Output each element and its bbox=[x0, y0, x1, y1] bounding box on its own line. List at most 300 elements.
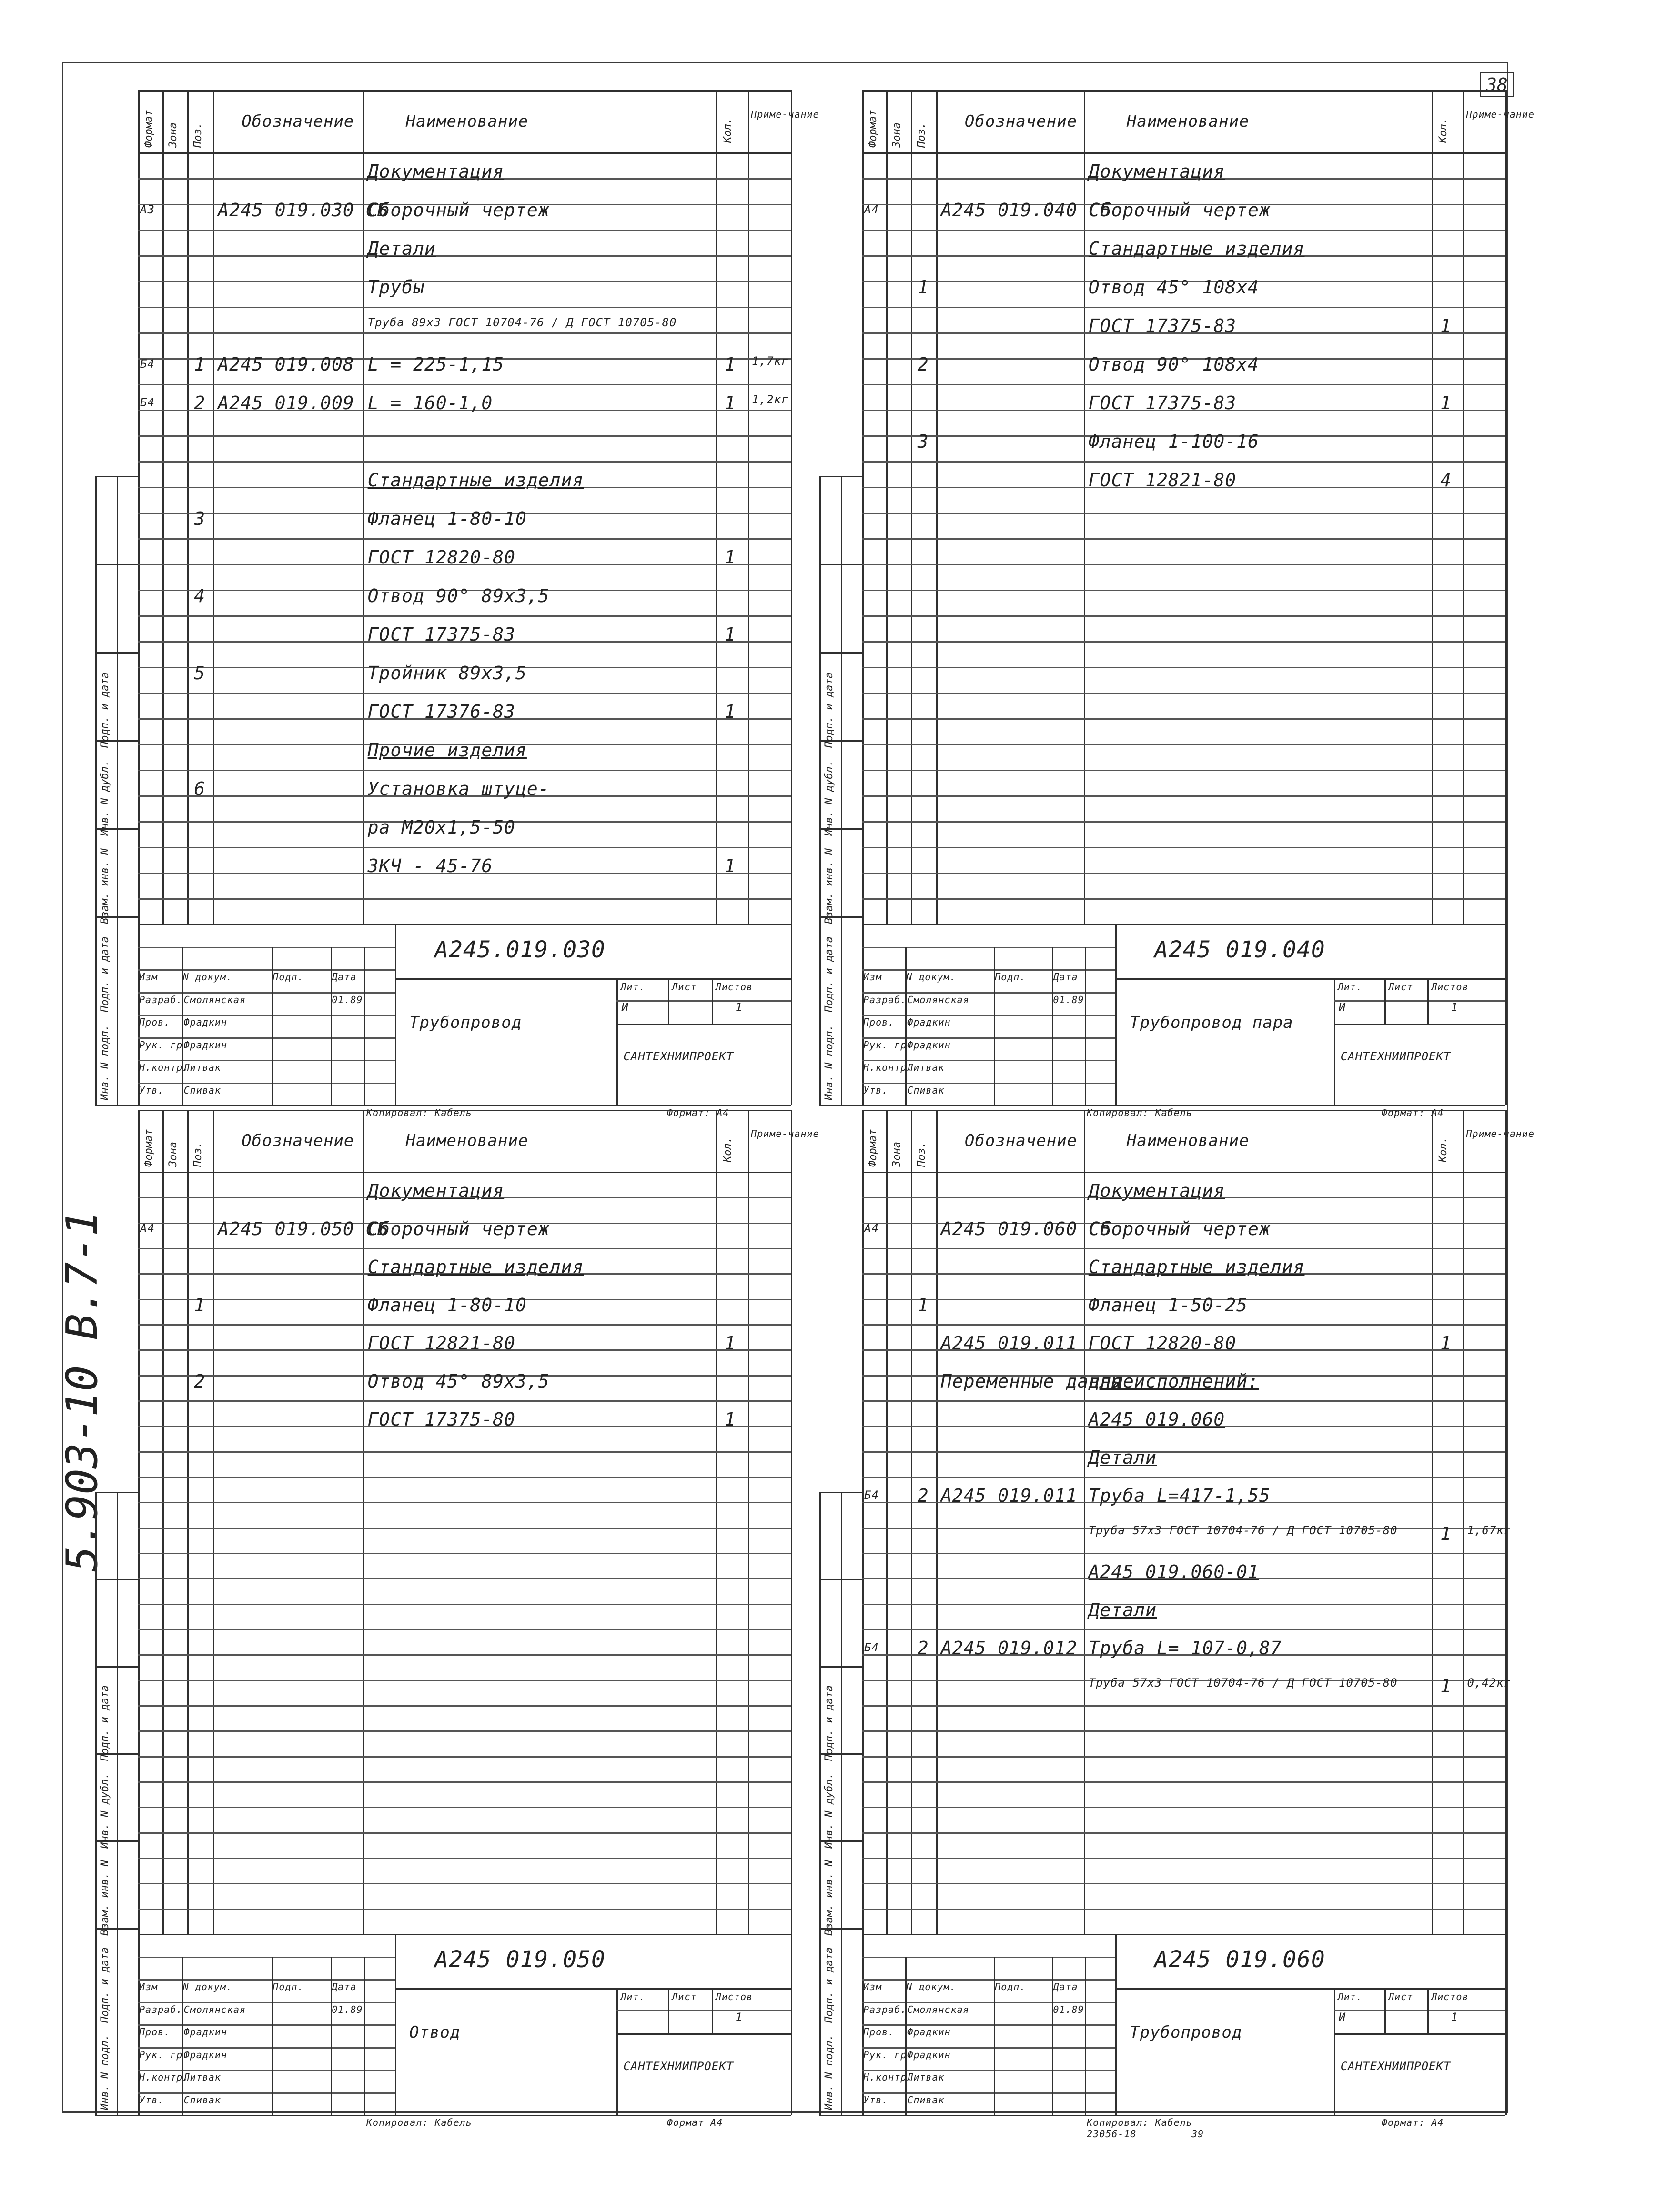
row-name: Тройник 89х3,5 bbox=[367, 663, 527, 684]
grid-line bbox=[862, 1110, 864, 2115]
header-designation: Обозначение bbox=[964, 112, 1078, 131]
side-stamp-label: Инв. N дубл. bbox=[99, 760, 111, 836]
grid-line bbox=[138, 2047, 395, 2049]
row-designation: Переменные данные bbox=[940, 1370, 1134, 1392]
row-position: 2 bbox=[194, 392, 206, 413]
grid-line bbox=[862, 1883, 1505, 1884]
grid-line bbox=[862, 992, 1115, 994]
grid-line bbox=[936, 90, 938, 924]
row-name: Труба L=417-1,55 bbox=[1088, 1485, 1271, 1506]
grid-line bbox=[117, 476, 118, 1105]
grid-line bbox=[187, 1110, 189, 1934]
grid-line bbox=[862, 1979, 1115, 1981]
side-stamp-label: Инв. N подл. bbox=[99, 1025, 111, 1100]
header-format: Формат bbox=[143, 1129, 155, 1167]
grid-line bbox=[862, 924, 1505, 925]
tb-ndoc: N докум. bbox=[182, 971, 232, 983]
grid-line bbox=[862, 1172, 1505, 1173]
tb-organization: САНТЕХНИИПРОЕКТ bbox=[1340, 2060, 1451, 2073]
grid-line bbox=[138, 1553, 791, 1554]
grid-line bbox=[841, 476, 842, 1105]
tb-person: Фрадкин bbox=[183, 1039, 227, 1051]
grid-line bbox=[819, 2115, 862, 2116]
grid-line bbox=[162, 90, 164, 924]
row-name: Трубы bbox=[367, 277, 425, 298]
header-format: Формат bbox=[867, 110, 879, 148]
row-name: Сборочный чертеж bbox=[367, 1218, 550, 1239]
tb-role: Утв. bbox=[863, 1084, 889, 1096]
grid-line bbox=[138, 1604, 791, 1605]
grid-line bbox=[1085, 1957, 1086, 2115]
row-name: Детали bbox=[1088, 1447, 1157, 1468]
grid-line bbox=[95, 652, 138, 654]
grid-line bbox=[117, 1492, 118, 2115]
row-name: Отвод 90° 108х4 bbox=[1088, 354, 1259, 375]
grid-line bbox=[1427, 1988, 1429, 2033]
header-name: Наименование bbox=[405, 112, 529, 131]
grid-line bbox=[1432, 1110, 1433, 1934]
grid-line bbox=[748, 90, 749, 924]
grid-line bbox=[862, 693, 1505, 694]
title-code: А245.019.030 bbox=[434, 936, 606, 964]
row-name: Стандартные изделия bbox=[367, 470, 584, 491]
grid-line bbox=[819, 476, 862, 477]
tb-role: Разраб. bbox=[139, 994, 183, 1005]
row-name: Труба L= 107-0,87 bbox=[1088, 1637, 1282, 1659]
row-name: ГОСТ 17376-83 bbox=[367, 701, 516, 722]
grid-line bbox=[862, 461, 1505, 463]
row-format: Б4 bbox=[140, 396, 155, 409]
grid-line bbox=[862, 564, 1505, 565]
row-quantity: 1 bbox=[724, 1408, 736, 1430]
grid-line bbox=[364, 947, 365, 1106]
row-position: 3 bbox=[194, 508, 206, 529]
side-stamp-label: Взам. инв. N bbox=[823, 848, 835, 925]
tb-izm: Изм bbox=[139, 1981, 158, 1992]
tb-organization: САНТЕХНИИПРОЕКТ bbox=[623, 1050, 734, 1063]
row-quantity: 1 bbox=[1440, 315, 1452, 336]
footer-format: Формат: А4 bbox=[667, 1107, 729, 1118]
header-qty: Кол. bbox=[1437, 118, 1450, 143]
footer-format: Формат: А4 bbox=[1382, 1107, 1444, 1118]
row-quantity: 1 bbox=[724, 624, 736, 645]
tb-date: 01.89 bbox=[332, 2003, 363, 2015]
footer-doc-number: 23056-18 bbox=[1087, 2128, 1137, 2140]
grid-line bbox=[138, 230, 791, 231]
tb-data: Дата bbox=[1053, 1981, 1078, 1992]
tb-listov: Листов bbox=[1431, 981, 1469, 993]
grid-line bbox=[862, 230, 1505, 231]
grid-line bbox=[138, 615, 791, 617]
row-format: Б4 bbox=[864, 1488, 879, 1502]
grid-line bbox=[862, 1832, 1505, 1834]
row-quantity: 1 bbox=[1440, 1675, 1452, 1697]
row-name: Установка штуце- bbox=[367, 778, 550, 799]
grid-line bbox=[1334, 978, 1335, 1105]
row-name: ГОСТ 12820-80 bbox=[1088, 1332, 1237, 1354]
title-name: Отвод bbox=[409, 2023, 461, 2042]
side-stamp-label: Инв. N дубл. bbox=[823, 760, 835, 836]
side-stamp-label: Инв. N дубл. bbox=[823, 1772, 835, 1849]
grid-line bbox=[862, 821, 1505, 823]
row-name: А245 019.060 bbox=[1088, 1408, 1225, 1430]
row-name: ГОСТ 17375-83 bbox=[1088, 392, 1237, 413]
grid-line bbox=[862, 1060, 1115, 1061]
grid-line bbox=[138, 847, 791, 848]
grid-line bbox=[1384, 978, 1386, 1024]
tb-person: Спивак bbox=[183, 1084, 221, 1096]
grid-line bbox=[162, 1110, 164, 1934]
tb-lit-value: И bbox=[621, 1001, 629, 1015]
grid-line bbox=[138, 1477, 791, 1478]
row-position: 5 bbox=[194, 663, 206, 684]
grid-line bbox=[862, 1451, 1505, 1453]
grid-line bbox=[862, 1730, 1505, 1732]
row-name: для исполнений: bbox=[1088, 1370, 1259, 1392]
row-note: 1,67кг bbox=[1467, 1523, 1512, 1537]
tb-listov: Листов bbox=[715, 981, 753, 993]
header-name: Наименование bbox=[1126, 112, 1250, 131]
grid-line bbox=[819, 1492, 862, 1493]
grid-line bbox=[138, 770, 791, 771]
row-quantity: 1 bbox=[1440, 392, 1452, 413]
row-quantity: 1 bbox=[724, 855, 736, 876]
row-name: А245 019.060-01 bbox=[1088, 1561, 1259, 1582]
grid-line bbox=[1115, 1988, 1505, 1990]
grid-line bbox=[862, 1477, 1505, 1478]
title-name: Трубопровод bbox=[1130, 2023, 1242, 2042]
row-quantity: 1 bbox=[724, 1332, 736, 1354]
grid-line bbox=[138, 924, 791, 925]
grid-line bbox=[138, 1400, 791, 1402]
grid-line bbox=[791, 90, 792, 1105]
row-format: Б4 bbox=[864, 1640, 879, 1654]
grid-line bbox=[138, 1832, 791, 1834]
grid-line bbox=[138, 332, 791, 334]
grid-line bbox=[138, 1248, 791, 1249]
tb-ndoc: N докум. bbox=[182, 1981, 232, 1992]
grid-line bbox=[1432, 90, 1433, 924]
tb-sheets-value: 1 bbox=[1451, 1001, 1458, 1015]
grid-line bbox=[819, 1666, 862, 1668]
grid-line bbox=[95, 564, 138, 565]
grid-line bbox=[138, 1957, 395, 1958]
grid-line bbox=[911, 90, 912, 924]
grid-line bbox=[1463, 1110, 1464, 1934]
grid-line bbox=[862, 1781, 1505, 1783]
side-stamp-label: Подп. и дата bbox=[823, 672, 835, 748]
grid-line bbox=[712, 1988, 713, 2033]
tb-izm: Изм bbox=[139, 971, 158, 983]
tb-role: Разраб. bbox=[139, 2003, 183, 2015]
grid-line bbox=[1085, 947, 1086, 1106]
grid-line bbox=[1115, 924, 1117, 1105]
tb-podp: Подп. bbox=[995, 971, 1026, 983]
grid-line bbox=[95, 476, 97, 1105]
tb-role: Утв. bbox=[863, 2094, 889, 2106]
tb-list: Лист bbox=[1388, 1991, 1414, 2002]
grid-line bbox=[819, 652, 862, 654]
grid-line bbox=[616, 978, 618, 1105]
grid-line bbox=[1115, 978, 1505, 980]
row-quantity: 1 bbox=[724, 392, 736, 413]
row-format: А4 bbox=[864, 1221, 879, 1235]
grid-line bbox=[862, 1083, 1115, 1084]
title-code: А245 019.040 bbox=[1154, 936, 1325, 964]
grid-line bbox=[138, 1528, 791, 1529]
row-name: Документация bbox=[1088, 1180, 1225, 1201]
row-position: 2 bbox=[194, 1370, 206, 1392]
row-quantity: 1 bbox=[1440, 1332, 1452, 1354]
grid-line bbox=[138, 2024, 395, 2026]
tb-sheets-value: 1 bbox=[735, 2011, 743, 2024]
grid-line bbox=[862, 1110, 1505, 1111]
title-code: А245 019.050 bbox=[434, 1946, 606, 1973]
grid-line bbox=[886, 90, 888, 924]
row-name: Фланец 1-80-10 bbox=[367, 508, 527, 529]
grid-line bbox=[138, 2115, 791, 2116]
grid-line bbox=[905, 947, 907, 1106]
grid-line bbox=[862, 2002, 1115, 2003]
grid-line bbox=[862, 847, 1505, 848]
row-position: 3 bbox=[917, 431, 929, 452]
row-name: 3КЧ - 45-76 bbox=[367, 855, 493, 876]
grid-line bbox=[395, 924, 396, 1105]
grid-line bbox=[182, 947, 183, 1106]
header-note: Приме-чание bbox=[1466, 1128, 1535, 1139]
grid-line bbox=[138, 947, 395, 948]
side-stamp-label: Взам. инв. N bbox=[823, 1860, 835, 1936]
row-position: 6 bbox=[194, 778, 206, 799]
header-qty: Кол. bbox=[721, 118, 734, 143]
tb-role: Н.контр. bbox=[139, 2071, 189, 2083]
grid-line bbox=[862, 615, 1505, 617]
grid-line bbox=[862, 513, 1505, 514]
grid-line bbox=[862, 770, 1505, 771]
tb-person: Фрадкин bbox=[907, 2049, 951, 2061]
grid-line bbox=[1052, 1957, 1053, 2115]
tb-organization: САНТЕХНИИПРОЕКТ bbox=[623, 2060, 734, 2073]
row-name: ГОСТ 17375-83 bbox=[367, 624, 516, 645]
grid-line bbox=[911, 1110, 912, 1934]
grid-line bbox=[138, 1858, 791, 1859]
grid-line bbox=[1505, 1110, 1507, 2115]
grid-line bbox=[138, 1110, 140, 2115]
tb-data: Дата bbox=[332, 971, 357, 983]
row-position: 2 bbox=[917, 1485, 929, 1506]
row-quantity: 1 bbox=[1440, 1523, 1452, 1544]
tb-lit: Лит. bbox=[1337, 981, 1363, 993]
tb-ndoc: N докум. bbox=[906, 971, 956, 983]
side-stamp-label: Взам. инв. N bbox=[99, 848, 111, 925]
side-document-code: 5.903-10 В.7-1 bbox=[57, 1210, 107, 1572]
row-format: А4 bbox=[864, 203, 879, 216]
grid-line bbox=[862, 307, 1505, 308]
tb-person: Фрадкин bbox=[907, 1039, 951, 1051]
grid-line bbox=[819, 564, 862, 565]
grid-line bbox=[138, 2070, 395, 2071]
grid-line bbox=[862, 2070, 1115, 2071]
header-designation: Обозначение bbox=[964, 1131, 1078, 1150]
grid-line bbox=[748, 1110, 749, 1934]
footer-format: Формат: А4 bbox=[1382, 2117, 1444, 2128]
row-designation: А245 019.050 СБ bbox=[218, 1218, 389, 1239]
grid-line bbox=[138, 1172, 791, 1173]
grid-line bbox=[616, 2010, 791, 2011]
tb-date: 01.89 bbox=[332, 994, 363, 1005]
grid-line bbox=[862, 1248, 1505, 1249]
grid-line bbox=[138, 281, 791, 282]
grid-line bbox=[331, 947, 332, 1106]
row-name: Прочие изделия bbox=[367, 740, 527, 761]
grid-line bbox=[1115, 1934, 1117, 2115]
row-designation: А245 019.030 СБ bbox=[218, 200, 389, 221]
tb-role: Н.контр. bbox=[863, 1062, 913, 1073]
tb-role: Н.контр. bbox=[139, 1062, 189, 1073]
grid-line bbox=[862, 152, 1505, 154]
page-number: 38 bbox=[1480, 72, 1514, 97]
row-name: Фланец 1-100-16 bbox=[1088, 431, 1259, 452]
header-zone: Зона bbox=[890, 122, 903, 148]
row-name: Детали bbox=[1088, 1599, 1157, 1620]
header-name: Наименование bbox=[1126, 1131, 1250, 1150]
grid-line bbox=[331, 1957, 332, 2115]
header-designation: Обозначение bbox=[242, 112, 354, 131]
header-qty: Кол. bbox=[721, 1137, 734, 1162]
tb-person: Смолянская bbox=[183, 994, 246, 1005]
tb-role: Пров. bbox=[863, 1016, 895, 1028]
tb-person: Литвак bbox=[183, 2071, 221, 2083]
grid-line bbox=[862, 744, 1505, 745]
grid-line bbox=[862, 1629, 1505, 1630]
header-note: Приме-чание bbox=[751, 1128, 819, 1139]
grid-line bbox=[182, 1957, 183, 2115]
tb-role: Пров. bbox=[139, 1016, 171, 1028]
row-quantity: 4 bbox=[1440, 470, 1452, 491]
grid-line bbox=[364, 1957, 365, 2115]
grid-line bbox=[187, 90, 189, 924]
grid-line bbox=[138, 992, 395, 994]
side-stamp-label: Инв. N подл. bbox=[99, 2034, 111, 2110]
grid-line bbox=[994, 1957, 995, 2115]
header-name: Наименование bbox=[405, 1131, 529, 1150]
side-stamp-label: Инв. N дубл. bbox=[99, 1772, 111, 1849]
tb-lit-value: И bbox=[1338, 1001, 1346, 1015]
grid-line bbox=[1334, 2010, 1505, 2011]
grid-line bbox=[138, 255, 791, 257]
grid-line bbox=[668, 978, 669, 1024]
header-format: Формат bbox=[143, 110, 155, 148]
grid-line bbox=[862, 873, 1505, 874]
tb-izm: Изм bbox=[863, 971, 882, 983]
tb-person: Спивак bbox=[907, 2094, 945, 2106]
title-code: А245 019.060 bbox=[1154, 1946, 1325, 1973]
grid-line bbox=[138, 1979, 395, 1981]
tb-podp: Подп. bbox=[273, 1981, 304, 1992]
grid-line bbox=[138, 1705, 791, 1707]
tb-role: Рук. гр. bbox=[863, 1039, 913, 1051]
tb-role: Утв. bbox=[139, 2094, 164, 2106]
footer-format: Формат А4 bbox=[667, 2117, 723, 2128]
row-name: Документация bbox=[1088, 161, 1225, 182]
grid-line bbox=[138, 152, 791, 154]
tb-role: Рук. гр. bbox=[863, 2049, 913, 2061]
grid-line bbox=[862, 1756, 1505, 1758]
header-pos: Поз. bbox=[192, 1142, 204, 1167]
header-zone: Зона bbox=[167, 1142, 179, 1167]
grid-line bbox=[716, 1110, 717, 1934]
tb-person: Литвак bbox=[183, 1062, 221, 1073]
grid-line bbox=[95, 1105, 138, 1106]
side-stamp-label: Подп. и дата bbox=[99, 1685, 111, 1761]
grid-line bbox=[138, 1781, 791, 1783]
tb-role: Разраб. bbox=[863, 2003, 907, 2015]
header-format: Формат bbox=[867, 1129, 879, 1167]
row-name: ГОСТ 12821-80 bbox=[1088, 470, 1237, 491]
grid-line bbox=[95, 1579, 138, 1580]
tb-person: Спивак bbox=[183, 2094, 221, 2106]
grid-line bbox=[886, 1110, 888, 1934]
footer-copied: Копировал: Кабель bbox=[366, 2117, 472, 2128]
grid-line bbox=[138, 1629, 791, 1630]
grid-line bbox=[819, 1492, 821, 2115]
grid-line bbox=[716, 90, 717, 924]
row-name: Сборочный чертеж bbox=[367, 200, 550, 221]
grid-line bbox=[395, 978, 791, 980]
side-stamp-label: Подп. и дата bbox=[99, 1947, 111, 2023]
grid-line bbox=[936, 1110, 938, 1934]
row-name: Труба 57х3 ГОСТ 10704-76 / Д ГОСТ 10705-80 bbox=[1088, 1523, 1398, 1537]
row-name: ра М20х1,5-50 bbox=[367, 817, 516, 838]
grid-line bbox=[1052, 947, 1053, 1106]
grid-line bbox=[138, 693, 791, 694]
tb-sheets-value: 1 bbox=[735, 1001, 743, 1015]
grid-line bbox=[272, 1957, 273, 2115]
grid-line bbox=[138, 1324, 791, 1326]
grid-line bbox=[1384, 1988, 1386, 2033]
tb-role: Рук. гр. bbox=[139, 1039, 189, 1051]
grid-line bbox=[862, 1934, 1505, 1935]
row-name: Отвод 45° 89х3,5 bbox=[367, 1370, 550, 1392]
row-designation: А245 019.011 bbox=[940, 1332, 1078, 1354]
row-name: Сборочный чертеж bbox=[1088, 200, 1271, 221]
tb-data: Дата bbox=[1053, 971, 1078, 983]
grid-line bbox=[395, 1988, 791, 1990]
grid-line bbox=[862, 384, 1505, 385]
tb-list: Лист bbox=[1388, 981, 1414, 993]
grid-line bbox=[616, 2033, 791, 2035]
tb-role: Рук. гр. bbox=[139, 2049, 189, 2061]
grid-line bbox=[791, 1110, 792, 2115]
side-stamp-label: Подп. и дата bbox=[823, 936, 835, 1013]
row-designation: А245 019.009 bbox=[218, 392, 354, 413]
row-designation: А245 019.011 bbox=[940, 1485, 1078, 1506]
tb-role: Н.контр. bbox=[863, 2071, 913, 2083]
tb-person: Смолянская bbox=[907, 994, 969, 1005]
tb-person: Фрадкин bbox=[183, 2049, 227, 2061]
grid-line bbox=[138, 461, 791, 463]
row-name: ГОСТ 17375-80 bbox=[367, 1408, 516, 1430]
tb-person: Смолянская bbox=[183, 2003, 246, 2015]
grid-line bbox=[138, 969, 395, 971]
tb-person: Фрадкин bbox=[183, 1016, 227, 1028]
tb-podp: Подп. bbox=[995, 1981, 1026, 1992]
grid-line bbox=[395, 1934, 396, 2115]
side-stamp-label: Подп. и дата bbox=[99, 672, 111, 748]
grid-line bbox=[95, 2115, 138, 2116]
grid-line bbox=[138, 1654, 791, 1656]
row-name: Отвод 90° 89х3,5 bbox=[367, 585, 550, 606]
